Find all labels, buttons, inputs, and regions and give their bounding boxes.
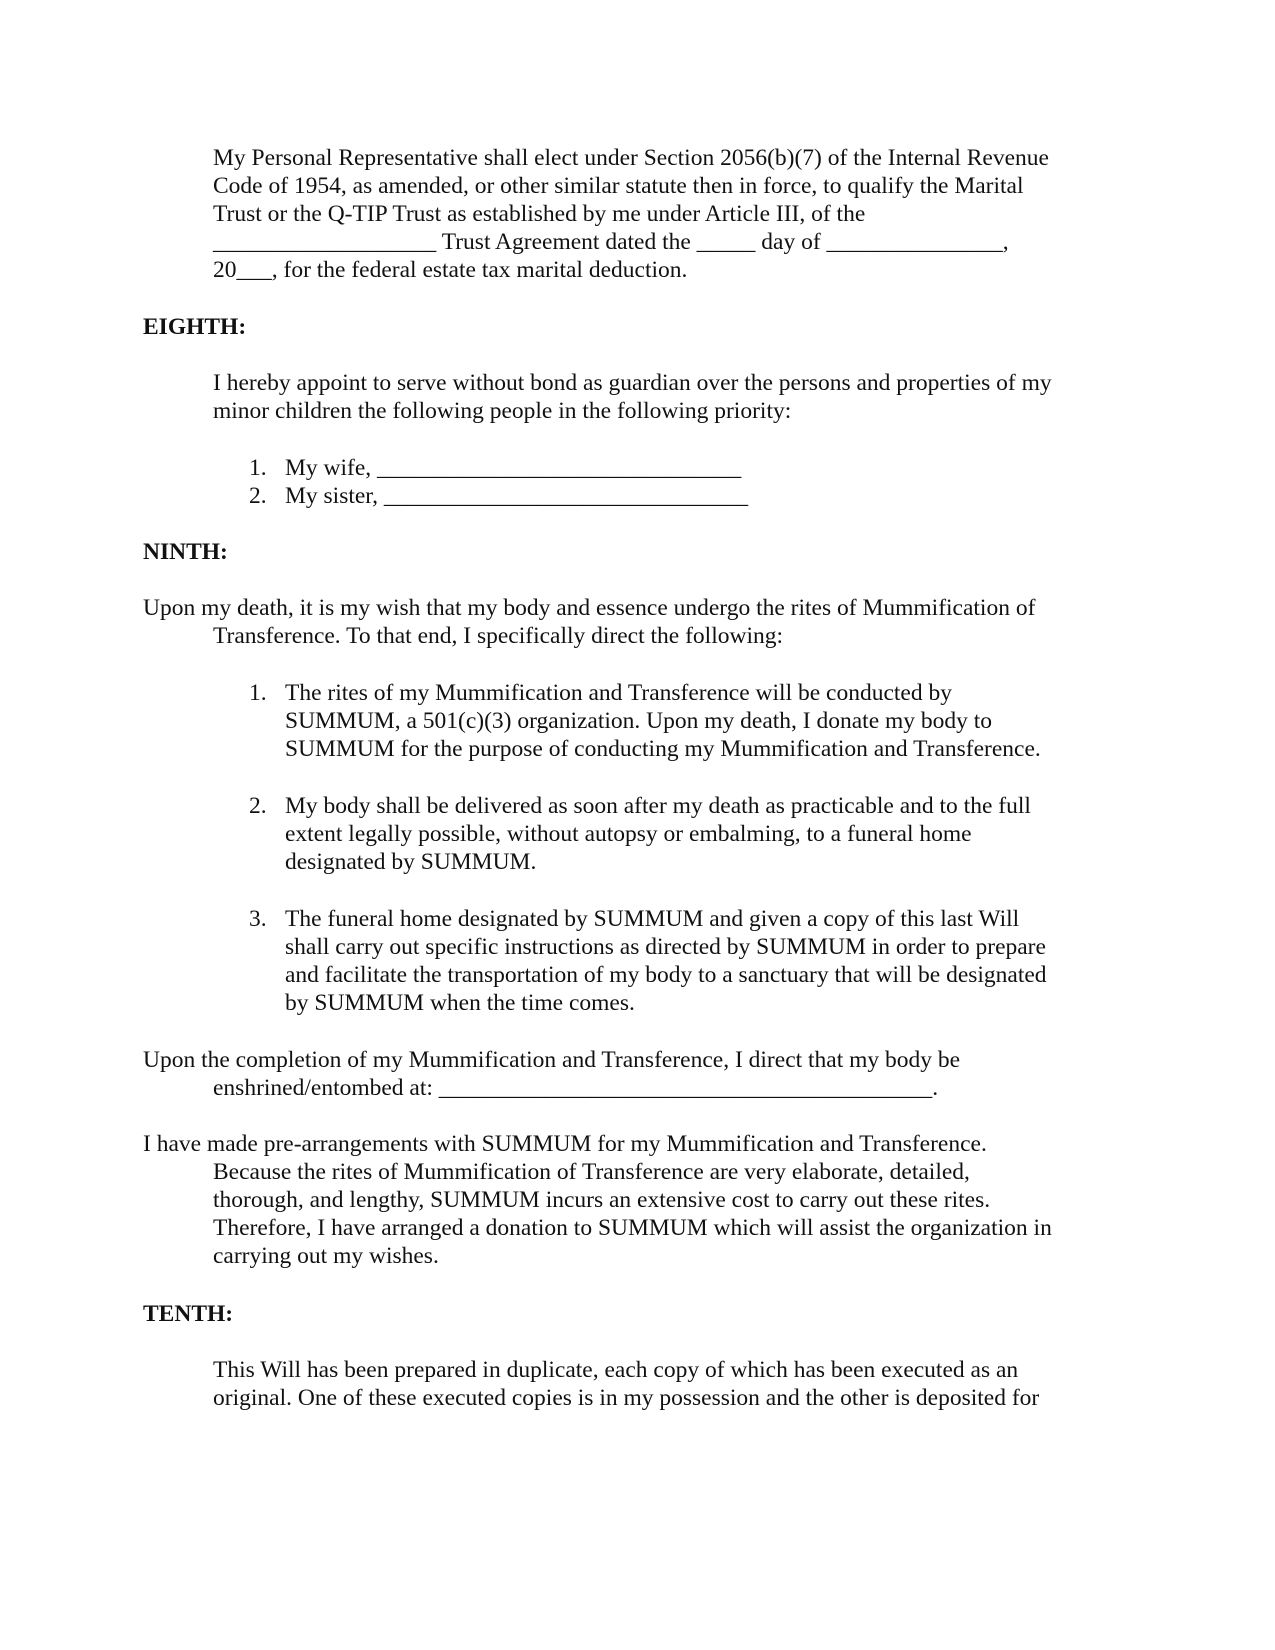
- list-text: My wife, _______________________________: [285, 455, 742, 481]
- text-line: Code of 1954, as amended, or other similar statute then in force, to qualify the Marital: [213, 173, 1024, 199]
- list-text: extent legally possible, without autopsy or embalming, to a funeral home: [285, 821, 972, 847]
- text-line: Upon my death, it is my wish that my body and essence undergo the rites of Mummification of: [143, 595, 1036, 621]
- section-heading-tenth: TENTH:: [143, 1301, 234, 1327]
- list-text: shall carry out specific instructions as directed by SUMMUM in order to prepare: [285, 934, 1046, 960]
- list-text: by SUMMUM when the time comes.: [285, 990, 635, 1016]
- list-text: My sister, _______________________________: [285, 483, 749, 509]
- text-line: I have made pre-arrangements with SUMMUM for my Mummification and Transference.: [143, 1131, 987, 1157]
- text-line: thorough, and lengthy, SUMMUM incurs an extensive cost to carry out these rites.: [213, 1187, 991, 1213]
- text-line: minor children the following people in the following priority:: [213, 398, 792, 424]
- text-line: Trust or the Q-TIP Trust as established by me under Article III, of the: [213, 201, 866, 227]
- list-number: 3.: [249, 906, 267, 932]
- text-line: carrying out my wishes.: [213, 1243, 439, 1269]
- list-number: 1.: [249, 680, 267, 706]
- text-line: original. One of these executed copies is in my possession and the other is deposited for: [213, 1385, 1040, 1411]
- text-line: My Personal Representative shall elect under Section 2056(b)(7) of the Internal Revenue: [213, 145, 1049, 171]
- text-line: I hereby appoint to serve without bond as guardian over the persons and properties of my: [213, 370, 1052, 396]
- list-text: My body shall be delivered as soon after my death as practicable and to the full: [285, 793, 1031, 819]
- list-number: 2.: [249, 483, 267, 509]
- list-text: The rites of my Mummification and Transference will be conducted by: [285, 680, 952, 706]
- list-text: designated by SUMMUM.: [285, 849, 537, 875]
- list-number: 1.: [249, 455, 267, 481]
- text-line-with-blanks: 20___, for the federal estate tax marital deduction.: [213, 257, 688, 283]
- text-line: Therefore, I have arranged a donation to SUMMUM which will assist the organization in: [213, 1215, 1052, 1241]
- list-number: 2.: [249, 793, 267, 819]
- text-line: Because the rites of Mummification of Transference are very elaborate, detailed,: [213, 1159, 970, 1185]
- text-line-with-blanks: ___________________ Trust Agreement dated the _____ day of _______________,: [213, 229, 1009, 255]
- list-text: SUMMUM, a 501(c)(3) organization. Upon my death, I donate my body to: [285, 708, 993, 734]
- text-line-with-blank: enshrined/entombed at: __________________________________________.: [213, 1075, 939, 1101]
- section-heading-ninth: NINTH:: [143, 539, 228, 565]
- list-text: SUMMUM for the purpose of conducting my Mummification and Transference.: [285, 736, 1041, 762]
- text-line: Upon the completion of my Mummification and Transference, I direct that my body be: [143, 1047, 961, 1073]
- list-text: and facilitate the transportation of my body to a sanctuary that will be designated: [285, 962, 1047, 988]
- section-heading-eighth: EIGHTH:: [143, 314, 247, 340]
- list-text: The funeral home designated by SUMMUM and given a copy of this last Will: [285, 906, 1020, 932]
- text-line: This Will has been prepared in duplicate, each copy of which has been executed as an: [213, 1357, 1019, 1383]
- text-line: Transference. To that end, I specifically direct the following:: [213, 623, 784, 649]
